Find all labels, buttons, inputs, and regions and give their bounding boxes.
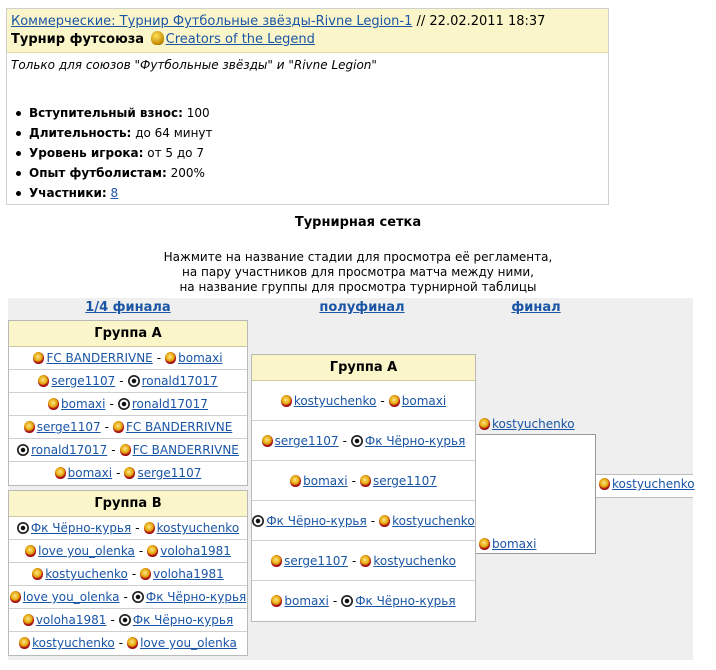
- winner-name[interactable]: kostyuchenko: [612, 477, 695, 491]
- param-player-level: [11, 143, 604, 163]
- participant-name[interactable]: serge1107: [51, 374, 116, 388]
- match-pair[interactable]: [252, 421, 475, 461]
- participant-name[interactable]: bomaxi: [303, 474, 348, 488]
- crest-icon: [281, 395, 292, 407]
- participant-name[interactable]: love you_olenka: [140, 636, 237, 650]
- crest-icon: [38, 375, 49, 387]
- match-pair[interactable]: [252, 581, 475, 621]
- quarterfinal-column: [8, 298, 248, 660]
- crest-icon: [25, 545, 36, 557]
- participant-name[interactable]: FC BANDERRIVNE: [46, 351, 153, 365]
- quarterfinal-stage-header: [8, 298, 248, 318]
- participants-link[interactable]: 8: [110, 186, 119, 200]
- ball-icon: [132, 591, 144, 603]
- versus-dash: -: [342, 434, 347, 448]
- param-value: от 5 до 7: [147, 146, 204, 160]
- match-pair[interactable]: [9, 586, 247, 609]
- match-pair[interactable]: [9, 609, 247, 632]
- tournament-title-line: [11, 12, 604, 31]
- participant-name[interactable]: Фк Чёрно-курья: [30, 521, 132, 535]
- participant-name[interactable]: bomaxi: [178, 351, 223, 365]
- crest-icon: [271, 595, 282, 607]
- tournament-details: [7, 53, 608, 208]
- crest-icon: [147, 545, 158, 557]
- match-pair[interactable]: [9, 370, 247, 393]
- crest-icon: [479, 538, 490, 550]
- match-pair[interactable]: [9, 462, 247, 485]
- final-column: [476, 298, 596, 660]
- participant-name[interactable]: bomaxi: [284, 594, 329, 608]
- match-pair[interactable]: [9, 563, 247, 586]
- versus-dash: -: [104, 420, 109, 434]
- participant-name[interactable]: kostyuchenko: [293, 394, 377, 408]
- crest-icon: [32, 568, 43, 580]
- crest-icon: [599, 478, 610, 490]
- participant-name[interactable]: serge1107: [372, 474, 437, 488]
- final-participant-bottom[interactable]: [479, 537, 536, 551]
- participant-name[interactable]: serge1107: [36, 420, 101, 434]
- participant-name[interactable]: kostyuchenko: [373, 554, 456, 568]
- match-pair[interactable]: [9, 632, 247, 655]
- participant-name[interactable]: voloha1981: [153, 567, 224, 581]
- match-pair[interactable]: [9, 439, 247, 462]
- versus-dash: -: [156, 351, 162, 365]
- participant-name[interactable]: bomaxi: [401, 394, 447, 408]
- versus-dash: -: [111, 443, 116, 457]
- participant-name[interactable]: serge1107: [137, 466, 202, 480]
- tournament-description: Только для союзов "Футбольные звёзды" и "Rivne Legion": [11, 58, 377, 72]
- participant-name[interactable]: Фк Чёрно-курья: [355, 594, 456, 608]
- crest-icon: [379, 515, 390, 527]
- tournament-bracket: [8, 298, 693, 660]
- participant-name[interactable]: ronald17017: [131, 397, 208, 411]
- versus-dash: -: [332, 594, 338, 608]
- participant-name[interactable]: voloha1981: [160, 544, 231, 558]
- match-pair[interactable]: [252, 501, 475, 541]
- tournament-info-box: [6, 8, 609, 205]
- tournament-winner[interactable]: [599, 477, 695, 491]
- tournament-datetime: 22.02.2011 18:37: [429, 14, 546, 29]
- crest-icon: [120, 444, 131, 456]
- participant-name[interactable]: FC BANDERRIVNE: [132, 443, 239, 457]
- ball-icon: [252, 515, 264, 527]
- param-value: до 64 минут: [135, 126, 213, 140]
- crest-icon: [262, 435, 273, 447]
- crest-icon: [19, 637, 30, 649]
- tournament-header: [7, 9, 608, 53]
- instruction-line: Нажмите на название стадии для просмотра её регламента,: [163, 250, 553, 264]
- participant-name[interactable]: Фк Чёрно-курья: [266, 514, 367, 528]
- param-participants: [11, 183, 604, 203]
- crest-icon: [360, 555, 371, 567]
- param-experience: [11, 163, 604, 183]
- group-header[interactable]: Группа B: [9, 491, 247, 517]
- participant-name[interactable]: FC BANDERRIVNE: [125, 420, 233, 434]
- crest-icon: [290, 475, 301, 487]
- winner-column: [596, 298, 693, 660]
- participant-name[interactable]: ronald17017: [141, 374, 218, 388]
- ball-icon: [341, 595, 353, 607]
- versus-dash: -: [119, 374, 124, 388]
- versus-dash: -: [351, 474, 356, 488]
- match-pair[interactable]: [252, 541, 475, 581]
- match-pair[interactable]: [9, 393, 247, 416]
- participant-name[interactable]: kostyuchenko: [32, 636, 115, 650]
- participant-name[interactable]: bomaxi: [67, 466, 113, 480]
- crest-icon: [165, 352, 176, 364]
- participant-name[interactable]: ronald17017: [31, 443, 108, 457]
- versus-dash: -: [109, 397, 114, 411]
- participant-name[interactable]: Фк Чёрно-курья: [145, 590, 247, 604]
- versus-dash: -: [131, 567, 137, 581]
- final-participant-top[interactable]: [479, 417, 575, 431]
- participant-name[interactable]: voloha1981: [35, 613, 107, 627]
- group-header[interactable]: Группа A: [9, 321, 247, 347]
- participant-name[interactable]: kostyuchenko: [156, 521, 240, 535]
- ball-icon: [351, 435, 363, 447]
- union-link[interactable]: Creators of the Legend: [165, 32, 315, 47]
- instruction-line: на название группы для просмотра турнирной таблицы: [179, 280, 537, 294]
- participant-name[interactable]: serge1107: [284, 554, 348, 568]
- crest-icon: [23, 614, 34, 626]
- stage-quarterfinal-link[interactable]: 1/4 финала: [85, 300, 171, 315]
- param-value: 200%: [170, 166, 205, 180]
- ball-icon: [17, 444, 29, 456]
- param-label: Уровень игрока:: [29, 146, 144, 160]
- participant-name[interactable]: love you_olenka: [22, 590, 120, 604]
- match-pair[interactable]: [252, 461, 475, 501]
- semifinal-column: [248, 298, 476, 660]
- param-label: Участники:: [29, 186, 107, 200]
- crest-icon: [479, 418, 490, 430]
- crest-icon: [33, 352, 44, 364]
- union-emblem-icon: [151, 31, 164, 45]
- group-b-quarter: [8, 490, 248, 656]
- final-bracket-box: [476, 434, 596, 554]
- bracket-instructions: [0, 250, 716, 295]
- crest-icon: [124, 467, 135, 479]
- participant-name[interactable]: love you_olenka: [38, 544, 135, 558]
- versus-dash: -: [110, 613, 115, 627]
- versus-dash: -: [116, 466, 121, 480]
- ball-icon: [17, 522, 29, 534]
- crest-icon: [389, 395, 400, 407]
- union-label: Турнир футсоюза: [11, 32, 145, 47]
- stage-semifinal-link[interactable]: полуфинал: [319, 300, 405, 315]
- bracket-title: Турнирная сетка: [294, 215, 422, 230]
- versus-dash: -: [370, 514, 376, 528]
- param-label: Опыт футболистам:: [29, 166, 167, 180]
- versus-dash: -: [135, 521, 140, 535]
- param-label: Вступительный взнос:: [29, 106, 183, 120]
- match-pair[interactable]: [252, 381, 475, 421]
- versus-dash: -: [123, 590, 128, 604]
- final-top-name[interactable]: kostyuchenko: [492, 417, 575, 431]
- participant-name[interactable]: serge1107: [274, 434, 339, 448]
- group-header[interactable]: Группа A: [252, 355, 475, 381]
- crest-icon: [144, 522, 155, 534]
- tournament-params-list: [11, 103, 604, 203]
- param-duration: [11, 123, 604, 143]
- union-line: [11, 31, 604, 49]
- stage-final-link[interactable]: финал: [511, 300, 561, 315]
- crest-icon: [10, 591, 21, 603]
- versus-dash: -: [380, 394, 385, 408]
- versus-dash: -: [138, 544, 144, 558]
- participant-name[interactable]: kostyuchenko: [45, 567, 128, 581]
- crest-icon: [360, 475, 371, 487]
- group-a-quarter: [8, 320, 248, 486]
- ball-icon: [119, 614, 131, 626]
- param-value: 100: [186, 106, 210, 120]
- crest-icon: [140, 568, 151, 580]
- crest-icon: [48, 398, 59, 410]
- participant-name[interactable]: bomaxi: [61, 397, 106, 411]
- final-bottom-name[interactable]: bomaxi: [492, 537, 537, 551]
- participant-name[interactable]: Фк Чёрно-курья: [364, 434, 466, 448]
- versus-dash: -: [118, 636, 124, 650]
- participant-name[interactable]: Фк Чёрно-курья: [132, 613, 234, 627]
- crest-icon: [271, 555, 282, 567]
- param-label: Длительность:: [29, 126, 132, 140]
- match-pair[interactable]: [9, 540, 247, 563]
- match-pair[interactable]: [9, 517, 247, 540]
- ball-icon: [128, 375, 140, 387]
- crest-icon: [127, 637, 138, 649]
- participant-name[interactable]: kostyuchenko: [392, 514, 475, 528]
- versus-dash: -: [351, 554, 357, 568]
- semifinal-stage-header: [248, 298, 476, 318]
- final-stage-header: [476, 298, 596, 318]
- crest-icon: [55, 467, 66, 479]
- title-separator: //: [412, 14, 430, 29]
- tournament-link[interactable]: Коммерческие: Турнир Футбольные звёзды-Rivne Legion-1: [11, 14, 413, 29]
- crest-icon: [24, 421, 35, 433]
- crest-icon: [113, 421, 124, 433]
- match-pair[interactable]: [9, 347, 247, 370]
- ball-icon: [118, 398, 130, 410]
- instruction-line: на пару участников для просмотра матча между ними,: [182, 265, 534, 279]
- match-pair[interactable]: [9, 416, 247, 439]
- group-a-semifinal: [251, 354, 476, 622]
- param-entry-fee: [11, 103, 604, 123]
